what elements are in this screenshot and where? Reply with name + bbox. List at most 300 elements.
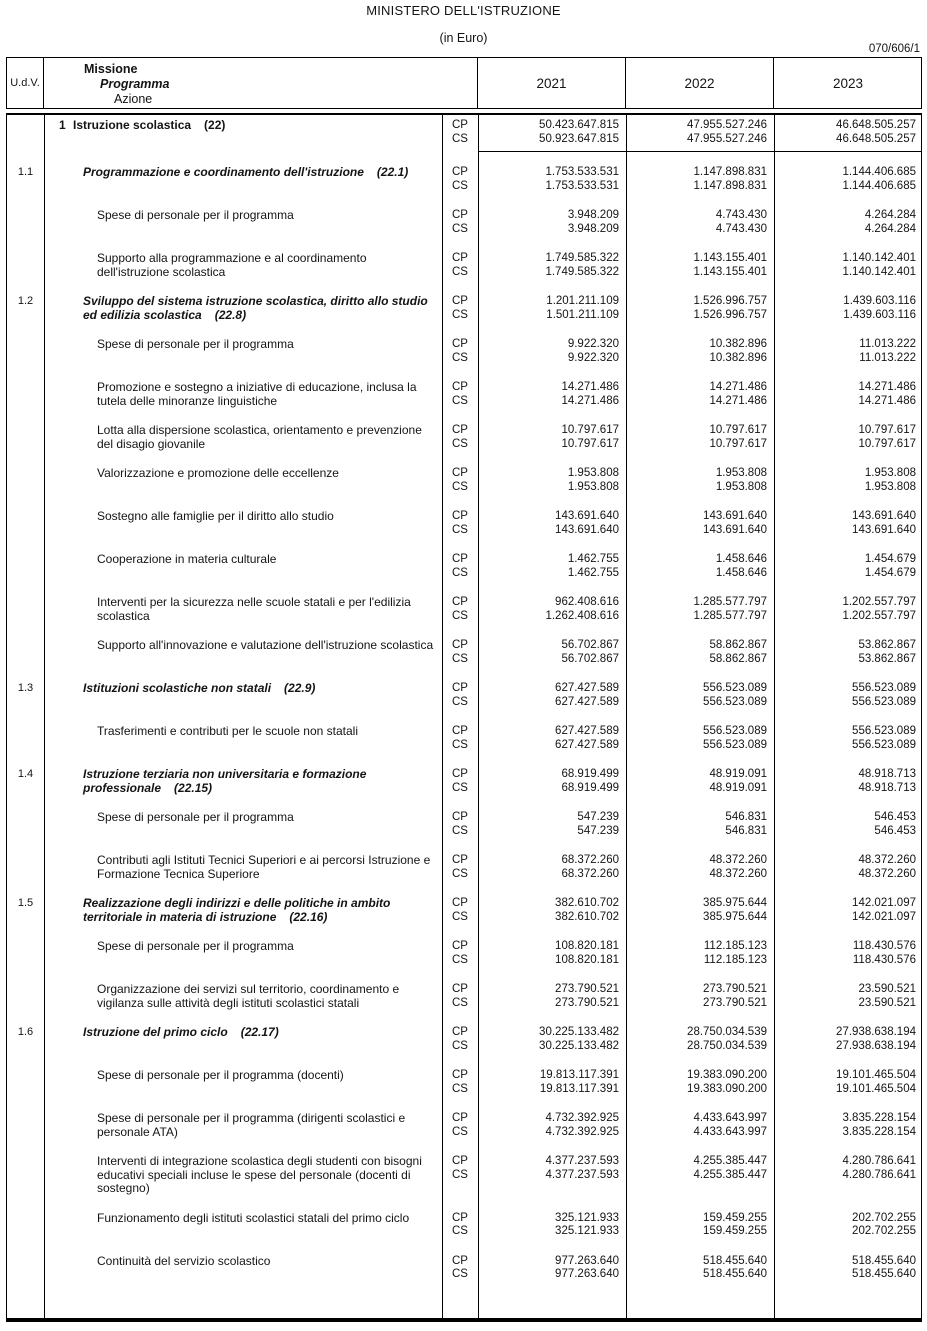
row-values-2023 xyxy=(774,811,922,838)
row-udv xyxy=(7,725,44,752)
row-cpcs-labels xyxy=(442,811,478,838)
cs-label: CS xyxy=(452,1168,468,1181)
row-values-2021 xyxy=(478,854,626,881)
table-row xyxy=(7,295,921,322)
row-udv xyxy=(7,1212,44,1239)
cs-value-2023: 14.271.486 xyxy=(858,394,916,407)
cp-label: CP xyxy=(452,252,468,264)
row-values-2022 xyxy=(626,338,774,365)
row-values-2021 xyxy=(478,596,626,623)
row-values-2021 xyxy=(478,897,626,924)
row-description xyxy=(44,209,442,236)
cp-label: CP xyxy=(452,940,468,952)
row-values-2022 xyxy=(626,252,774,279)
row-title: Sostegno alle famiglie per il diritto allo studio xyxy=(97,509,334,523)
cs-label: CS xyxy=(452,1268,468,1280)
cp-value-2021: 627.427.589 xyxy=(555,725,619,737)
cp-label: CP xyxy=(452,1112,468,1124)
row-description xyxy=(44,553,442,580)
cp-label: CP xyxy=(452,1155,468,1167)
cs-value-2023: 27.938.638.194 xyxy=(836,1039,916,1052)
row-values-2021 xyxy=(478,811,626,838)
cs-value-2023: 1.454.679 xyxy=(864,566,916,579)
table-row xyxy=(7,1026,921,1053)
cp-value-2021: 977.263.640 xyxy=(555,1254,619,1267)
row-cpcs-labels xyxy=(442,682,478,709)
row-udv xyxy=(7,854,44,881)
row-title: Spese di personale per il programma xyxy=(97,939,294,953)
cp-value-2022: 556.523.089 xyxy=(703,682,767,694)
row-values-2022 xyxy=(626,1212,774,1239)
cs-value-2022: 47.955.527.246 xyxy=(687,132,767,145)
row-cpcs-labels xyxy=(442,897,478,924)
cp-value-2023: 14.271.486 xyxy=(858,381,916,393)
cp-value-2021: 325.121.933 xyxy=(555,1211,619,1224)
row-values-2023 xyxy=(774,1255,922,1282)
cp-label: CP xyxy=(452,596,468,608)
row-cpcs-labels xyxy=(442,940,478,967)
row-values-2021 xyxy=(478,983,626,1010)
row-values-2023 xyxy=(774,467,922,494)
row-values-2022 xyxy=(626,166,774,193)
cp-value-2022: 1.285.577.797 xyxy=(693,596,767,608)
table-row xyxy=(7,596,921,623)
cp-value-2023: 1.953.808 xyxy=(864,467,916,479)
row-title: Supporto all'innovazione e valutazione dell'istruzione scolastica xyxy=(97,638,434,652)
cp-value-2021: 50.423.647.815 xyxy=(539,119,619,131)
row-udv: 1.1 xyxy=(17,166,34,178)
row-cpcs-labels xyxy=(442,983,478,1010)
row-description xyxy=(44,596,442,623)
cp-label: CP xyxy=(452,854,468,866)
cs-label: CS xyxy=(452,308,468,321)
cs-value-2022: 143.691.640 xyxy=(703,523,767,536)
cs-value-2022: 1.147.898.831 xyxy=(693,179,767,192)
row-cpcs-labels xyxy=(442,768,478,795)
cp-value-2021: 1.753.533.531 xyxy=(545,166,619,178)
cp-label: CP xyxy=(452,295,468,307)
row-values-2021 xyxy=(478,1255,626,1282)
row-udv xyxy=(7,983,44,1010)
cp-value-2022: 112.185.123 xyxy=(703,940,767,952)
cs-value-2022: 159.459.255 xyxy=(703,1225,767,1237)
cs-value-2021: 4.377.237.593 xyxy=(545,1168,619,1181)
cp-value-2023: 556.523.089 xyxy=(852,725,916,737)
row-values-2021 xyxy=(478,1112,626,1139)
page-title: MINISTERO DELL'ISTRUZIONE xyxy=(366,3,561,18)
cp-value-2023: 48.372.260 xyxy=(858,854,916,866)
row-udv xyxy=(7,381,44,408)
row-values-2021 xyxy=(478,166,626,193)
cp-value-2022: 10.382.896 xyxy=(709,338,767,350)
cs-value-2022: 112.185.123 xyxy=(703,953,767,966)
row-values-2021 xyxy=(478,252,626,279)
row-values-2023 xyxy=(774,510,922,537)
cs-value-2021: 10.797.617 xyxy=(561,437,619,450)
row-values-2022 xyxy=(626,940,774,967)
cs-value-2023: 19.101.465.504 xyxy=(836,1082,916,1095)
row-title: Organizzazione dei servizi sul territorio, coordinamento e vigilanza sulle attività degli istituti scolastici statali xyxy=(97,982,400,1010)
cp-value-2023: 1.439.603.116 xyxy=(843,295,916,307)
cs-value-2023: 1.439.603.116 xyxy=(843,308,916,321)
row-cpcs-labels xyxy=(442,1069,478,1096)
cs-value-2021: 1.262.408.616 xyxy=(545,609,619,622)
cp-value-2021: 1.201.211.109 xyxy=(546,295,619,307)
row-description xyxy=(44,811,442,838)
cs-value-2022: 4.433.643.997 xyxy=(693,1125,767,1138)
row-values-2021 xyxy=(478,725,626,752)
table-row xyxy=(7,983,921,1010)
cs-value-2022: 385.975.644 xyxy=(703,910,767,923)
cs-value-2022: 556.523.089 xyxy=(703,738,767,751)
cs-value-2021: 4.732.392.925 xyxy=(545,1125,619,1138)
cp-value-2022: 10.797.617 xyxy=(709,424,767,436)
cp-value-2021: 68.919.499 xyxy=(561,768,619,780)
cs-value-2023: 1.953.808 xyxy=(864,480,916,493)
cp-value-2021: 14.271.486 xyxy=(561,381,619,393)
cs-value-2022: 1.953.808 xyxy=(715,480,767,493)
cp-label: CP xyxy=(452,424,468,436)
table-row xyxy=(7,639,921,666)
table-header xyxy=(6,57,922,109)
cp-value-2022: 385.975.644 xyxy=(703,897,767,909)
row-udv xyxy=(7,1155,44,1196)
row-cpcs-labels xyxy=(442,553,478,580)
row-description xyxy=(44,768,442,795)
cp-value-2021: 4.732.392.925 xyxy=(545,1112,619,1124)
row-values-2023 xyxy=(774,983,922,1010)
cs-label: CS xyxy=(452,996,468,1009)
row-values-2022 xyxy=(626,1155,774,1196)
row-cpcs-labels xyxy=(442,854,478,881)
cs-label: CS xyxy=(452,480,468,493)
cs-label: CS xyxy=(452,437,468,450)
table-row xyxy=(7,1255,921,1282)
hierarchy-label-azione: Azione xyxy=(114,92,153,106)
row-cpcs-labels xyxy=(442,119,478,146)
row-values-2022 xyxy=(626,639,774,666)
row-udv xyxy=(7,811,44,838)
cs-value-2021: 977.263.640 xyxy=(555,1268,619,1280)
table-row xyxy=(7,119,921,146)
column-divider-desc xyxy=(442,115,443,1318)
row-description xyxy=(44,166,442,193)
row-title: Istruzione terziaria non universitaria e formazione professionale xyxy=(83,767,367,795)
row-cpcs-labels xyxy=(442,338,478,365)
table-row xyxy=(7,682,921,709)
cs-label: CS xyxy=(452,179,468,192)
row-udv xyxy=(7,252,44,279)
row-title: Istruzione del primo ciclo xyxy=(83,1025,228,1039)
table-row xyxy=(7,166,921,193)
cs-value-2021: 9.922.320 xyxy=(567,351,619,364)
row-udv xyxy=(7,467,44,494)
cp-value-2022: 19.383.090.200 xyxy=(687,1069,767,1081)
row-values-2021 xyxy=(478,639,626,666)
cs-label: CS xyxy=(452,523,468,536)
row-values-2022 xyxy=(626,467,774,494)
table-row xyxy=(7,768,921,795)
row-cpcs-labels xyxy=(442,1112,478,1139)
cp-value-2021: 19.813.117.391 xyxy=(539,1069,619,1081)
row-values-2022 xyxy=(626,983,774,1010)
row-title: Valorizzazione e promozione delle eccellenze xyxy=(97,466,339,480)
cp-value-2023: 202.702.255 xyxy=(852,1211,916,1224)
cs-value-2022: 546.831 xyxy=(725,824,767,837)
row-code: (22.9) xyxy=(284,681,316,695)
cs-label: CS xyxy=(452,394,468,407)
table-row xyxy=(7,553,921,580)
row-values-2023 xyxy=(774,1155,922,1196)
row-description xyxy=(44,1255,442,1282)
cs-value-2023: 1.144.406.685 xyxy=(842,179,916,192)
cp-value-2023: 142.021.097 xyxy=(852,897,916,909)
row-code: (22.1) xyxy=(376,165,409,179)
row-values-2021 xyxy=(478,1069,626,1096)
cp-value-2023: 53.862.867 xyxy=(858,639,916,651)
cp-value-2023: 10.797.617 xyxy=(858,424,916,436)
row-cpcs-labels xyxy=(442,209,478,236)
column-divider-udv xyxy=(44,115,45,1318)
row-cpcs-labels xyxy=(442,252,478,279)
cs-value-2021: 143.691.640 xyxy=(555,523,619,536)
row-description xyxy=(44,1155,442,1196)
cs-value-2022: 14.271.486 xyxy=(709,394,767,407)
row-cpcs-labels xyxy=(442,381,478,408)
cs-value-2023: 3.835.228.154 xyxy=(842,1125,916,1138)
row-code: (22.17) xyxy=(240,1025,279,1039)
row-values-2022 xyxy=(626,381,774,408)
cp-label: CP xyxy=(452,338,468,350)
row-title: Spese di personale per il programma xyxy=(97,810,294,824)
row-udv xyxy=(7,639,44,666)
column-header-hierarchy xyxy=(44,58,477,108)
row-values-2022 xyxy=(626,119,774,146)
row-description xyxy=(44,897,442,924)
cs-label: CS xyxy=(452,609,468,622)
row-title: Spese di personale per il programma (dirigenti scolastici e personale ATA) xyxy=(97,1111,406,1139)
cs-value-2021: 56.702.867 xyxy=(561,652,619,665)
cp-label: CP xyxy=(452,1026,468,1038)
row-udv: 1.6 xyxy=(17,1026,34,1038)
cs-label: CS xyxy=(452,1039,468,1052)
cs-value-2023: 11.013.222 xyxy=(859,351,916,364)
cs-value-2022: 1.458.646 xyxy=(715,566,767,579)
table-row xyxy=(7,510,921,537)
row-description xyxy=(44,940,442,967)
cs-label: CS xyxy=(452,1082,468,1095)
cs-value-2021: 547.239 xyxy=(577,824,619,837)
row-values-2021 xyxy=(478,510,626,537)
row-udv: 1.2 xyxy=(17,295,34,307)
row-values-2021 xyxy=(478,209,626,236)
cp-value-2022: 28.750.034.539 xyxy=(687,1026,767,1038)
row-values-2023 xyxy=(774,854,922,881)
row-udv xyxy=(7,553,44,580)
cp-value-2021: 108.820.181 xyxy=(555,940,619,952)
cp-label: CP xyxy=(452,1069,468,1081)
cp-label: CP xyxy=(452,1211,468,1224)
row-description xyxy=(44,424,442,451)
row-values-2023 xyxy=(774,639,922,666)
cp-value-2022: 4.433.643.997 xyxy=(693,1112,767,1124)
cs-value-2023: 1.202.557.797 xyxy=(842,609,916,622)
row-values-2023 xyxy=(774,338,922,365)
cs-value-2022: 518.455.640 xyxy=(703,1268,767,1280)
cs-label: CS xyxy=(452,222,468,235)
table-row xyxy=(7,940,921,967)
row-values-2021 xyxy=(478,119,626,146)
cp-label: CP xyxy=(452,1254,468,1267)
table-row xyxy=(7,381,921,408)
cp-label: CP xyxy=(452,811,468,823)
cp-label: CP xyxy=(452,166,468,178)
row-description xyxy=(44,725,442,752)
table-row xyxy=(7,854,921,881)
row-values-2021 xyxy=(478,338,626,365)
row-values-2021 xyxy=(478,940,626,967)
cp-value-2021: 1.749.585.322 xyxy=(545,252,619,264)
cp-value-2023: 19.101.465.504 xyxy=(836,1069,916,1081)
cp-value-2022: 556.523.089 xyxy=(703,725,767,737)
cs-label: CS xyxy=(452,738,468,751)
cs-value-2023: 46.648.505.257 xyxy=(836,132,916,145)
column-header-2022: 2022 xyxy=(625,58,773,108)
cs-value-2023: 142.021.097 xyxy=(852,910,916,923)
cs-label: CS xyxy=(452,910,468,923)
row-values-2021 xyxy=(478,1155,626,1196)
cs-value-2021: 382.610.702 xyxy=(555,910,619,923)
cp-value-2022: 273.790.521 xyxy=(703,983,767,995)
cp-label: CP xyxy=(452,639,468,651)
row-cpcs-labels xyxy=(442,1155,478,1196)
cp-label: CP xyxy=(452,768,468,780)
cp-value-2023: 518.455.640 xyxy=(852,1254,916,1267)
row-values-2021 xyxy=(478,1212,626,1239)
cp-value-2021: 9.922.320 xyxy=(567,338,619,350)
cs-label: CS xyxy=(452,265,468,278)
row-values-2021 xyxy=(478,553,626,580)
mission-row-separator xyxy=(479,151,921,152)
row-title: Spese di personale per il programma (docenti) xyxy=(97,1068,344,1082)
row-description xyxy=(44,1212,442,1239)
cp-value-2023: 23.590.521 xyxy=(858,983,916,995)
row-udv xyxy=(7,940,44,967)
cs-value-2023: 1.140.142.401 xyxy=(842,265,916,278)
cs-value-2022: 19.383.090.200 xyxy=(687,1082,767,1095)
row-cpcs-labels xyxy=(442,166,478,193)
table-row xyxy=(7,897,921,924)
row-values-2021 xyxy=(478,467,626,494)
row-values-2023 xyxy=(774,725,922,752)
cp-label: CP xyxy=(452,119,468,131)
cp-value-2021: 382.610.702 xyxy=(555,897,619,909)
row-udv: 1.3 xyxy=(17,682,34,694)
table-row xyxy=(7,424,921,451)
cp-value-2023: 143.691.640 xyxy=(852,510,916,522)
row-cpcs-labels xyxy=(442,295,478,322)
row-code: (22.15) xyxy=(174,780,213,795)
cs-value-2023: 48.372.260 xyxy=(858,867,916,880)
column-divider-2021 xyxy=(626,115,627,1318)
cp-label: CP xyxy=(452,897,468,909)
cs-value-2021: 30.225.133.482 xyxy=(539,1039,619,1052)
table-row xyxy=(7,1155,921,1196)
row-values-2022 xyxy=(626,1112,774,1139)
row-cpcs-labels xyxy=(442,725,478,752)
row-values-2022 xyxy=(626,1026,774,1053)
row-cpcs-labels xyxy=(442,1212,478,1239)
cs-label: CS xyxy=(452,652,468,665)
row-title: Spese di personale per il programma xyxy=(97,337,294,351)
cp-value-2023: 1.140.142.401 xyxy=(842,252,916,264)
row-description xyxy=(44,1026,442,1053)
row-udv xyxy=(7,510,44,537)
cp-label: CP xyxy=(452,725,468,737)
cs-value-2021: 627.427.589 xyxy=(555,695,619,708)
hierarchy-label-programma: Programma xyxy=(100,77,170,91)
cs-value-2023: 10.797.617 xyxy=(858,437,916,450)
row-description xyxy=(44,1112,442,1139)
cp-value-2021: 1.462.755 xyxy=(567,553,619,565)
cs-label: CS xyxy=(452,132,468,145)
cp-value-2022: 58.862.867 xyxy=(709,639,767,651)
row-title: Interventi per la sicurezza nelle scuole statali e per l'edilizia scolastica xyxy=(97,595,411,623)
row-values-2023 xyxy=(774,209,922,236)
cp-value-2023: 1.454.679 xyxy=(864,553,916,565)
cs-value-2022: 28.750.034.539 xyxy=(687,1039,767,1052)
row-cpcs-labels xyxy=(442,467,478,494)
row-udv xyxy=(7,596,44,623)
row-values-2023 xyxy=(774,768,922,795)
row-values-2022 xyxy=(626,1255,774,1282)
cs-value-2022: 273.790.521 xyxy=(703,996,767,1009)
row-values-2021 xyxy=(478,682,626,709)
row-values-2021 xyxy=(478,424,626,451)
row-title: Programmazione e coordinamento dell'istruzione xyxy=(83,165,364,179)
cp-value-2021: 10.797.617 xyxy=(561,424,619,436)
cp-value-2022: 1.143.155.401 xyxy=(693,252,767,264)
row-udv xyxy=(7,424,44,451)
cp-value-2022: 546.831 xyxy=(725,811,767,823)
cs-value-2021: 1.753.533.531 xyxy=(545,179,619,192)
cp-value-2023: 27.938.638.194 xyxy=(836,1026,916,1038)
cp-value-2022: 47.955.527.246 xyxy=(687,119,767,131)
row-title: Lotta alla dispersione scolastica, orientamento e prevenzione del disagio giovanile xyxy=(97,423,422,451)
row-values-2023 xyxy=(774,897,922,924)
row-description xyxy=(44,854,442,881)
cs-value-2023: 4.264.284 xyxy=(864,222,916,235)
row-values-2022 xyxy=(626,854,774,881)
cp-value-2021: 273.790.521 xyxy=(555,983,619,995)
cs-value-2021: 1.749.585.322 xyxy=(545,265,619,278)
table-row xyxy=(7,1069,921,1096)
cp-value-2022: 143.691.640 xyxy=(703,510,767,522)
row-mission-number: 1 xyxy=(59,118,66,132)
column-divider-2022 xyxy=(774,115,775,1318)
row-title: Sviluppo del sistema istruzione scolastica, diritto allo studio ed edilizia scolastica xyxy=(83,294,428,322)
cp-value-2021: 962.408.616 xyxy=(555,596,619,608)
cs-value-2021: 627.427.589 xyxy=(555,738,619,751)
cp-value-2023: 1.202.557.797 xyxy=(842,596,916,608)
cs-value-2022: 1.285.577.797 xyxy=(693,609,767,622)
cp-label: CP xyxy=(452,510,468,522)
cp-label: CP xyxy=(452,553,468,565)
cp-value-2022: 518.455.640 xyxy=(703,1254,767,1267)
cp-value-2021: 56.702.867 xyxy=(561,639,619,651)
cp-value-2021: 3.948.209 xyxy=(567,209,619,221)
cs-value-2022: 1.526.996.757 xyxy=(693,308,767,321)
